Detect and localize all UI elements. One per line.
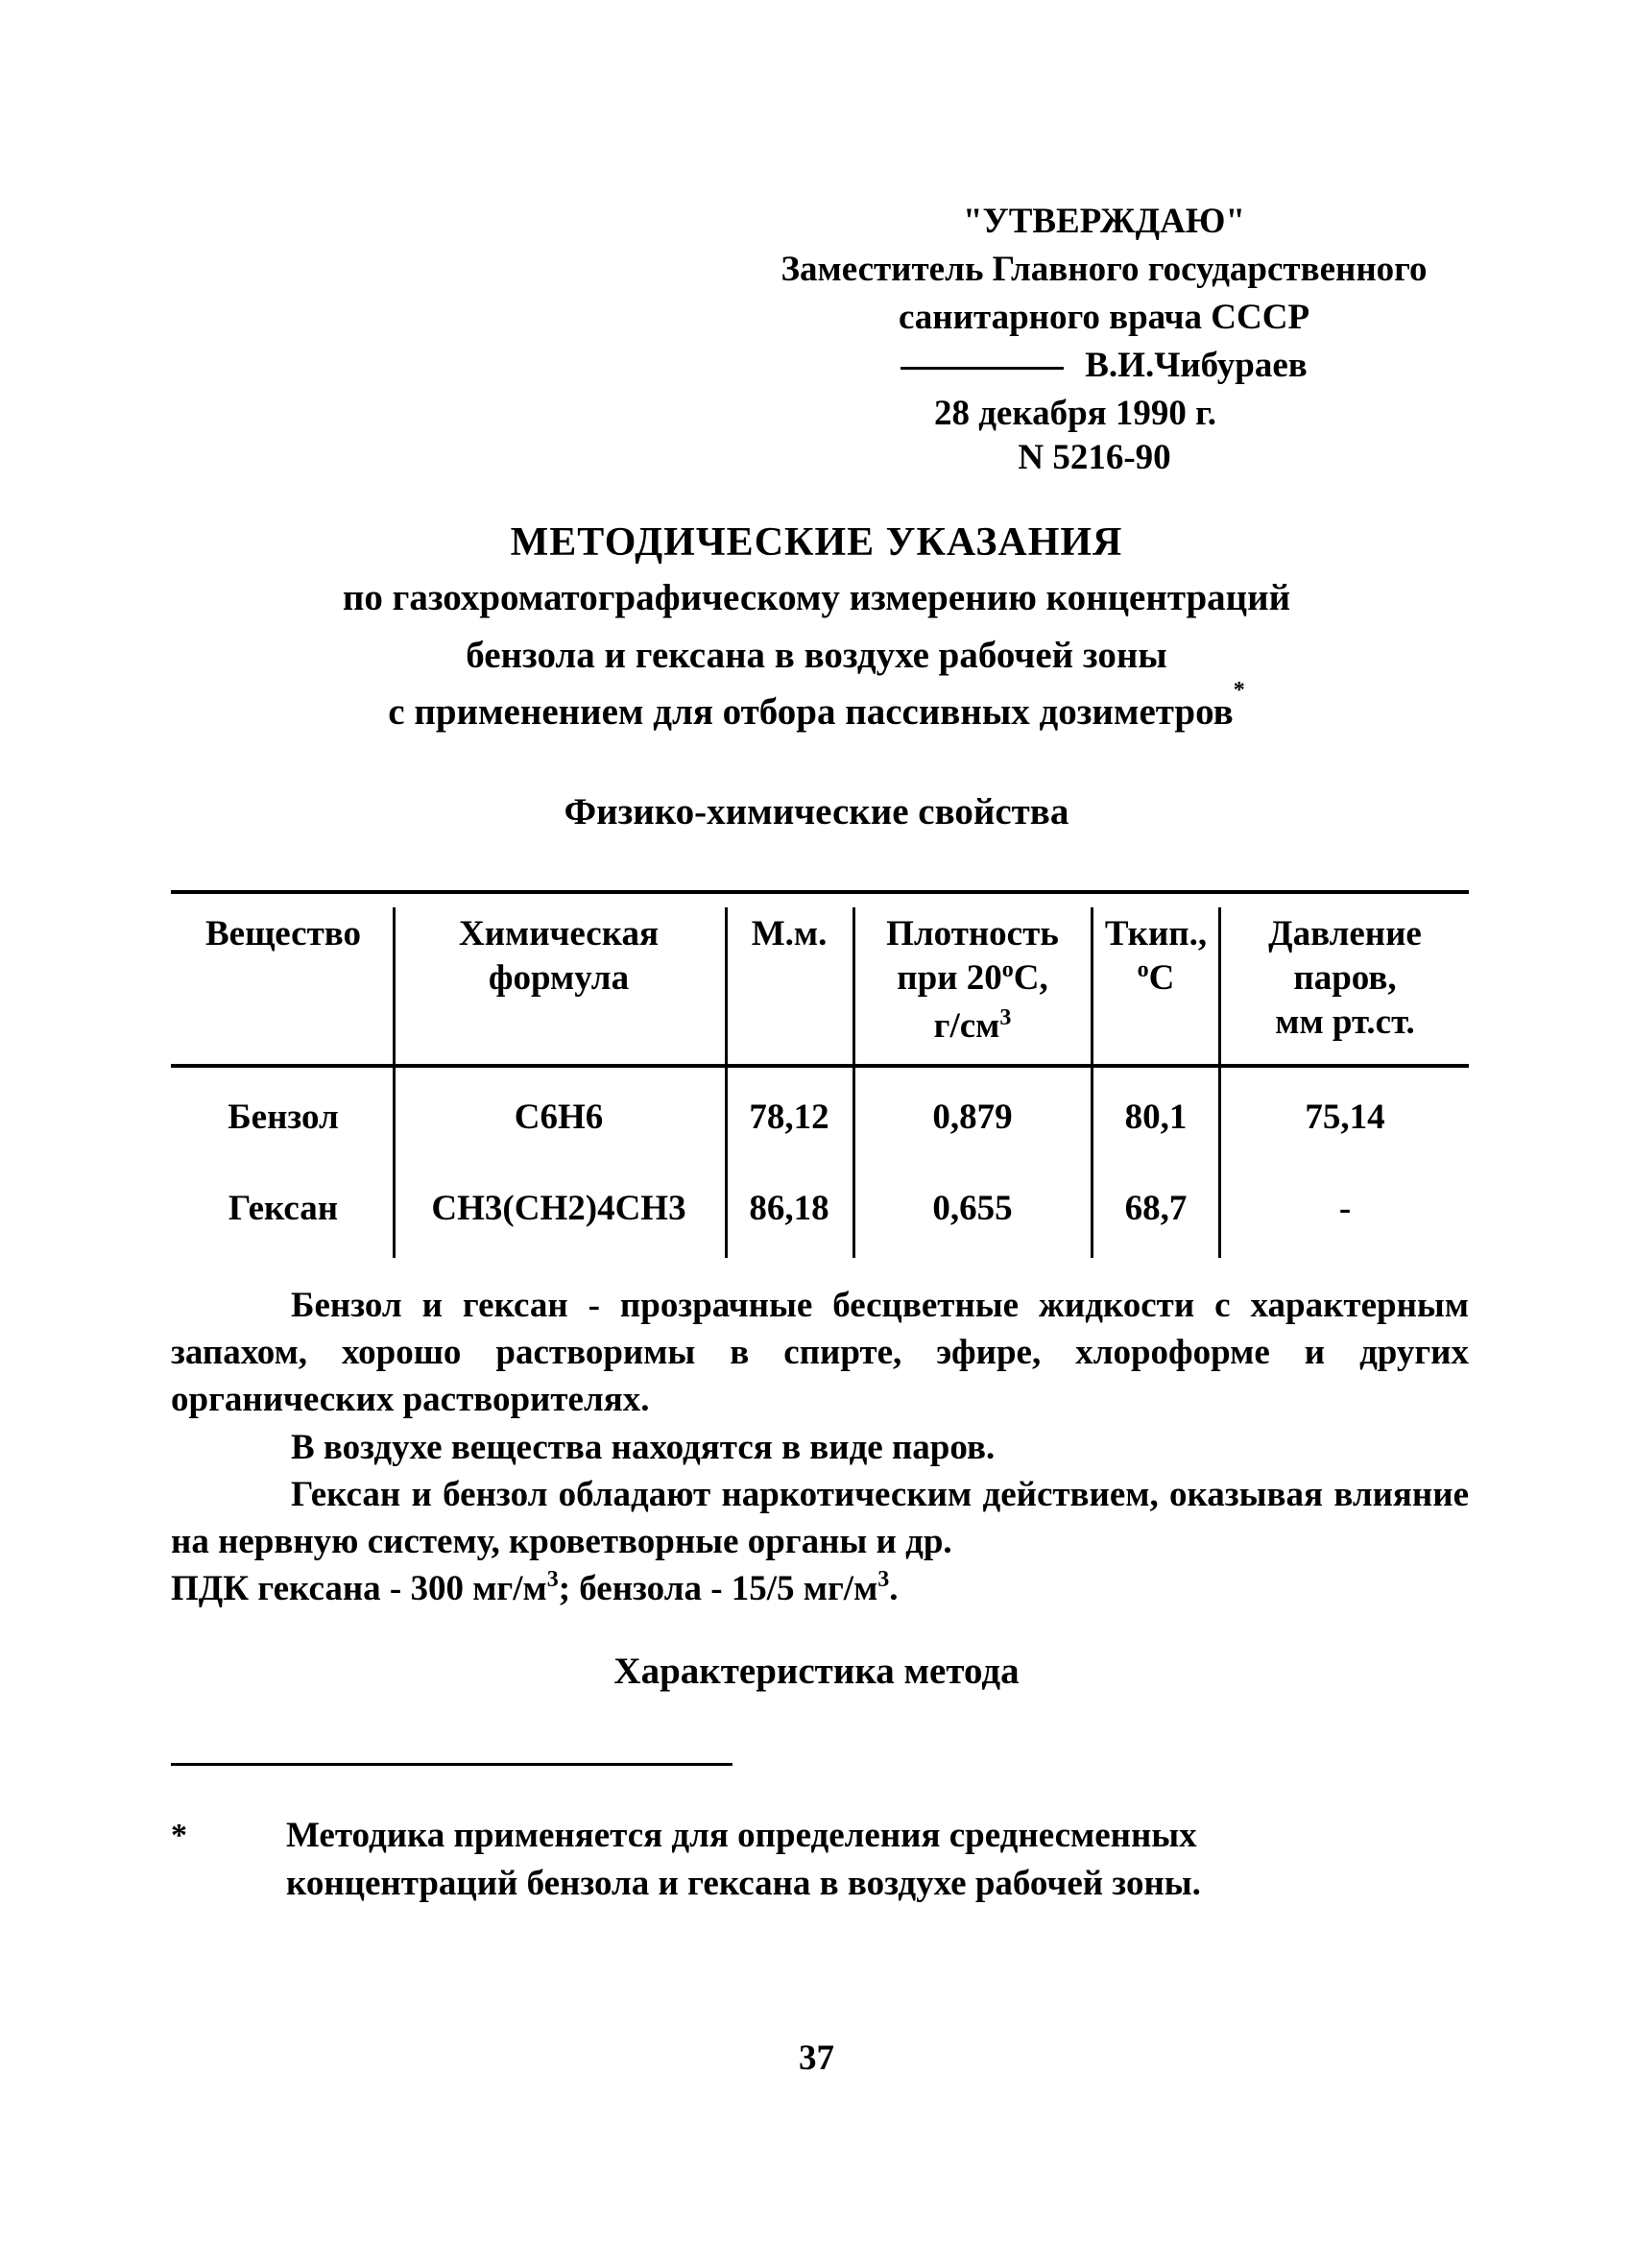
signature-underline xyxy=(901,367,1064,370)
document-heading: МЕТОДИЧЕСКИЕ УКАЗАНИЯ xyxy=(510,520,1123,565)
table-cell-density: 0,879 xyxy=(932,1098,1013,1137)
title-line1: по газохроматографическому измерению концентраций xyxy=(342,577,1291,618)
table-cell-density: 0,655 xyxy=(932,1189,1013,1228)
page-number: 37 xyxy=(799,2039,834,2078)
approval-position-line1: Заместитель Главного государственного xyxy=(780,250,1428,289)
title-line2: бензола и гексана в воздухе рабочей зоны xyxy=(466,635,1167,676)
table-cell-mm: 78,12 xyxy=(749,1098,829,1137)
approval-signer: В.И.Чибураев xyxy=(1085,346,1308,385)
approval-number: N 5216-90 xyxy=(1018,438,1171,477)
table-header-rule xyxy=(171,1064,1469,1068)
table-cell-formula: C6H6 xyxy=(514,1098,604,1137)
header-boiling-point: Ткип., $^о$С xyxy=(1104,914,1208,998)
table-cell-bp: 68,7 xyxy=(1124,1189,1188,1228)
table-cell-pressure: 75,14 xyxy=(1305,1098,1385,1137)
table-top-rule xyxy=(171,890,1469,894)
header-density: Плотность при $20^оС$, $г/см^3$ xyxy=(886,914,1059,1046)
approval-stamp: "УТВЕРЖДАЮ" xyxy=(963,202,1245,241)
table-cell-formula: CH3(CH2)4CH3 xyxy=(431,1189,686,1228)
table-cell-substance: Гексан xyxy=(228,1189,339,1228)
footnote-rule xyxy=(171,1763,732,1766)
header-molar-mass: М.м. xyxy=(751,914,828,953)
title-line3-text: с применением для отбора пассивных дозиметров xyxy=(388,691,1234,733)
section-heading-properties: Физико-химические свойства xyxy=(564,791,1069,832)
table-cell-mm: 86,18 xyxy=(749,1189,829,1228)
table-cell-bp: 80,1 xyxy=(1124,1098,1188,1137)
approval-signature-line xyxy=(672,343,1536,389)
paragraph-mac: ПДК гексана - 300 $мг/м^3$; бензола - 15/5 $мг/м^3$. xyxy=(171,1567,899,1608)
section-heading-method: Характеристика метода xyxy=(613,1651,1020,1692)
title-line3 xyxy=(0,678,1633,734)
approval-date: 28 декабря 1990 г. xyxy=(933,394,1217,433)
table-cell-substance: Бензол xyxy=(228,1098,339,1137)
header-vapor-pressure: Давление паров, мм рт.ст. xyxy=(1268,914,1422,1042)
table-cell-pressure: - xyxy=(1338,1189,1352,1228)
paragraph-vapor-state: В воздухе вещества находятся в виде паров. xyxy=(291,1428,996,1467)
header-formula: Химическая формула xyxy=(459,914,659,998)
title-footnote-mark: * xyxy=(1233,678,1245,703)
footnote-text: Методика применяется для определения среднесменных концентраций бензола и гексана в воздухе рабочей зоны. xyxy=(286,1816,1201,1903)
approval-position-line2: санитарного врача СССР xyxy=(898,298,1310,337)
paragraph-description: Бензол и гексан - прозрачные бесцветные жидкости с характерным запахом, хорошо растворимы в спирте, эфире, хлороформе и других органических растворителях. xyxy=(171,1286,1469,1419)
footnote-mark: * xyxy=(171,1818,187,1853)
header-substance: Вещество xyxy=(204,914,362,953)
paragraph-toxicity: Гексан и бензол обладают наркотическим действием, оказывая влияние на нервную систему, кроветворные органы и др. xyxy=(171,1475,1469,1561)
